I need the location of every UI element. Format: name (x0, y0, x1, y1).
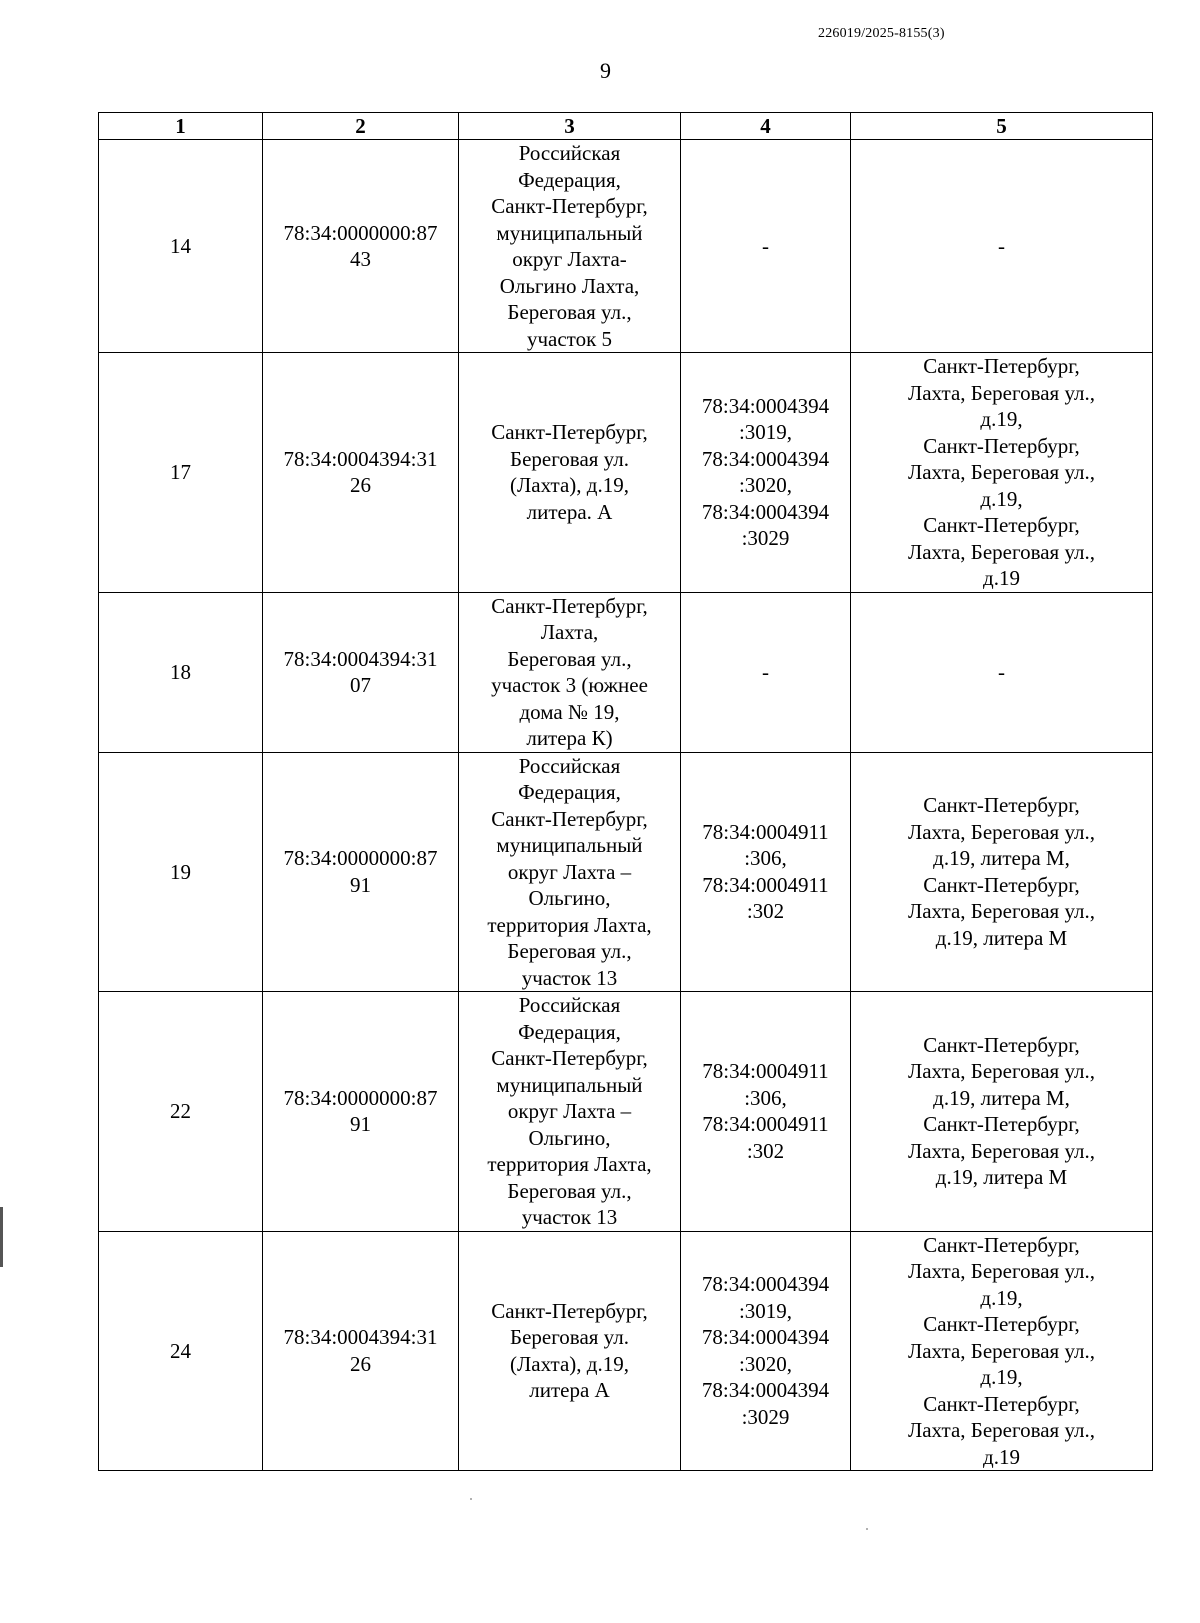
related-addresses-cell-line: д.19 (983, 566, 1020, 590)
related-ids-cell-line: :306, (744, 846, 787, 871)
address-cell-line: территория Лахта, (487, 912, 652, 937)
related-ids-cell-line: :302 (746, 899, 785, 924)
address-cell-line: территория Лахта, (487, 1152, 652, 1176)
address-cell-line: Российская (518, 141, 621, 165)
related-addresses-cell-line: Лахта, Береговая ул., (907, 1059, 1095, 1084)
cadastral-number-cell-line: 91 (350, 1112, 371, 1137)
address-cell-line: Санкт-Петербург, (491, 1046, 648, 1070)
address-cell-line: (Лахта), д.19, (510, 473, 629, 498)
related-ids-cell-line: 78:34:0004394 (701, 393, 830, 418)
address-cell-line: участок 13 (521, 965, 618, 990)
cadastral-number-cell (263, 992, 459, 1232)
address-cell (459, 140, 681, 353)
address-cell-line: Федерация, (518, 780, 621, 804)
address-cell-line: Федерация, (518, 1019, 621, 1044)
related-addresses-cell-line: Санкт-Петербург, (923, 1232, 1080, 1257)
row-number-cell: 24 (99, 1231, 263, 1471)
cadastral-number-cell-line: 78:34:0004394:31 (283, 446, 438, 471)
cadastral-number-cell-line: 78:34:0000000:87 (283, 220, 438, 245)
address-cell-line: дома № 19, (519, 699, 620, 724)
cadastral-number-cell-line: 91 (350, 872, 371, 897)
cadastral-number-cell-line: 78:34:0000000:87 (283, 1085, 438, 1110)
related-addresses-cell-line: д.19, (980, 1285, 1023, 1310)
related-ids-cell-line: :3020, (738, 1351, 793, 1376)
column-header: 2 (263, 113, 459, 140)
related-ids-cell-line: :3020, (738, 473, 793, 498)
column-header: 4 (681, 113, 851, 140)
address-cell-line: Береговая ул. (510, 446, 629, 471)
related-addresses-cell-line: Санкт-Петербург, (923, 1032, 1080, 1057)
related-addresses-cell-line: - (998, 233, 1005, 258)
related-addresses-cell-line: Санкт-Петербург, (923, 872, 1080, 897)
address-cell (459, 992, 681, 1232)
address-cell-line: Береговая ул., (507, 939, 632, 963)
scan-edge-mark (0, 1207, 3, 1267)
address-cell (459, 353, 681, 593)
related-ids-cell-line: - (762, 233, 769, 258)
related-addresses-cell-line: Лахта, Береговая ул., (907, 1338, 1095, 1363)
address-cell-line: Санкт-Петербург, (491, 593, 648, 618)
address-cell-line: Санкт-Петербург, (491, 806, 648, 831)
address-cell-line: литера. А (526, 499, 613, 524)
address-cell-line: Ольгино, (528, 886, 611, 910)
address-cell-line: Санкт-Петербург, (491, 420, 648, 445)
related-addresses-cell (851, 140, 1153, 353)
address-cell-line: Береговая ул., (507, 300, 632, 324)
row-number-cell: 18 (99, 592, 263, 752)
related-ids-cell-line: 78:34:0004911 (702, 872, 829, 897)
row-number-cell: 14 (99, 140, 263, 353)
cadastral-number-cell (263, 1231, 459, 1471)
related-addresses-cell-line: Лахта, Береговая ул., (907, 1259, 1095, 1283)
related-ids-cell-line: :3019, (738, 420, 793, 445)
related-addresses-cell-line: Лахта, Береговая ул., (907, 899, 1095, 924)
related-ids-cell (681, 1231, 851, 1471)
related-ids-cell-line: 78:34:0004394 (701, 499, 830, 524)
column-header: 3 (459, 113, 681, 140)
table-row (99, 992, 1153, 1232)
related-ids-cell-line: 78:34:0004394 (701, 1325, 830, 1350)
related-addresses-cell-line: д.19, литера М, (933, 846, 1070, 871)
address-cell-line: Федерация, (518, 167, 621, 192)
cadastral-number-cell (263, 752, 459, 992)
cadastral-number-cell-line: 78:34:0004394:31 (283, 1325, 438, 1350)
address-cell-line: муниципальный (496, 833, 643, 857)
related-addresses-cell-line: Санкт-Петербург, (923, 1312, 1080, 1336)
cadastral-number-cell-line: 26 (350, 1351, 371, 1376)
address-cell-line: Береговая ул. (510, 1325, 629, 1350)
table-row (99, 592, 1153, 752)
related-ids-cell-line: 78:34:0004911 (702, 1059, 829, 1084)
column-header: 1 (99, 113, 263, 140)
related-ids-cell-line: 78:34:0004911 (702, 1112, 829, 1137)
related-addresses-cell-line: Санкт-Петербург, (923, 354, 1080, 378)
related-addresses-cell-line: д.19, (980, 407, 1023, 431)
related-ids-cell-line: - (762, 659, 769, 684)
cadastral-number-cell-line: 07 (350, 673, 371, 697)
related-addresses-cell-line: д.19 (983, 1444, 1020, 1469)
cadastral-number-cell-line: 43 (350, 247, 371, 271)
cadastral-number-cell (263, 592, 459, 752)
related-addresses-cell-line: - (998, 659, 1005, 684)
address-cell-line: участок 13 (521, 1205, 618, 1229)
address-cell-line: Ольгино, (528, 1125, 611, 1150)
related-ids-cell-line: :3029 (741, 526, 790, 551)
related-addresses-cell-line: д.19, (980, 1365, 1023, 1389)
related-addresses-cell-line: Санкт-Петербург, (923, 513, 1080, 537)
scan-speck (470, 1498, 472, 1500)
address-cell-line: Лахта, (540, 620, 599, 644)
address-cell-line: литера К) (526, 726, 613, 750)
related-addresses-cell-line: Лахта, Береговая ул., (907, 819, 1095, 844)
address-cell-line: литера А (529, 1378, 610, 1403)
related-addresses-cell (851, 1231, 1153, 1471)
scan-speck (866, 1528, 868, 1530)
related-ids-cell-line: 78:34:0004394 (701, 446, 830, 471)
related-ids-cell-line: :3029 (741, 1404, 790, 1429)
related-addresses-cell-line: д.19, литера М, (933, 1085, 1070, 1110)
related-addresses-cell-line: Лахта, Береговая ул., (907, 1418, 1095, 1442)
address-cell (459, 1231, 681, 1471)
table-row (99, 353, 1153, 593)
related-addresses-cell-line: Лахта, Береговая ул., (907, 460, 1095, 484)
cadastral-number-cell (263, 140, 459, 353)
address-cell-line: Санкт-Петербург, (491, 1298, 648, 1323)
row-number-cell: 22 (99, 992, 263, 1232)
address-cell (459, 752, 681, 992)
address-cell-line: Российская (518, 993, 621, 1017)
address-cell-line: участок 5 (526, 326, 613, 351)
row-number-cell: 17 (99, 353, 263, 593)
address-cell-line: Российская (518, 753, 621, 778)
table-row (99, 752, 1153, 992)
related-addresses-cell-line: Лахта, Береговая ул., (907, 380, 1095, 405)
related-addresses-cell-line: Санкт-Петербург, (923, 1112, 1080, 1137)
related-ids-cell-line: :306, (744, 1085, 787, 1110)
address-cell (459, 592, 681, 752)
table-row (99, 140, 1153, 353)
related-addresses-cell-line: д.19, (980, 486, 1023, 511)
document-number: 226019/2025-8155(3) (818, 26, 945, 41)
related-addresses-cell (851, 353, 1153, 593)
address-cell-line: муниципальный (496, 1072, 643, 1097)
related-ids-cell-line: :3019, (738, 1298, 793, 1323)
address-cell-line: округ Лахта- (512, 247, 627, 271)
address-cell-line: округ Лахта – (507, 1099, 632, 1123)
related-addresses-cell-line: д.19, литера М (935, 925, 1068, 950)
related-addresses-cell-line: Лахта, Береговая ул., (907, 1138, 1095, 1163)
address-cell-line: муниципальный (496, 220, 643, 245)
address-cell-line: Ольгино Лахта, (499, 273, 640, 298)
address-cell-line: Санкт-Петербург, (491, 194, 648, 218)
related-ids-cell (681, 140, 851, 353)
cadastral-number-cell-line: 78:34:0004394:31 (283, 646, 438, 671)
related-addresses-cell (851, 992, 1153, 1232)
related-ids-cell-line: :302 (746, 1138, 785, 1163)
related-addresses-cell-line: Санкт-Петербург, (923, 1391, 1080, 1416)
related-ids-cell-line: 78:34:0004394 (701, 1272, 830, 1297)
related-ids-cell (681, 353, 851, 593)
table-header-row (99, 113, 1153, 140)
related-addresses-cell (851, 592, 1153, 752)
table-row (99, 1231, 1153, 1471)
cadastral-number-cell (263, 353, 459, 593)
column-header: 5 (851, 113, 1153, 140)
address-cell-line: (Лахта), д.19, (510, 1351, 629, 1376)
page-number: 9 (600, 58, 611, 83)
related-ids-cell (681, 752, 851, 992)
related-addresses-cell-line: Санкт-Петербург, (923, 793, 1080, 818)
related-addresses-cell-line: Лахта, Береговая ул., (907, 539, 1095, 564)
related-addresses-cell-line: д.19, литера М (935, 1165, 1068, 1190)
cadastral-number-cell-line: 78:34:0000000:87 (283, 846, 438, 871)
related-addresses-cell (851, 752, 1153, 992)
register-table (98, 112, 1153, 1471)
address-cell-line: округ Лахта – (507, 859, 632, 884)
related-ids-cell-line: 78:34:0004911 (702, 819, 829, 844)
related-addresses-cell-line: Санкт-Петербург, (923, 433, 1080, 458)
related-ids-cell (681, 592, 851, 752)
row-number-cell: 19 (99, 752, 263, 992)
address-cell-line: Береговая ул., (507, 1178, 632, 1203)
cadastral-number-cell-line: 26 (350, 473, 371, 498)
related-ids-cell-line: 78:34:0004394 (701, 1378, 830, 1403)
related-ids-cell (681, 992, 851, 1232)
address-cell-line: участок 3 (южнее (491, 673, 648, 697)
address-cell-line: Береговая ул., (507, 646, 632, 671)
